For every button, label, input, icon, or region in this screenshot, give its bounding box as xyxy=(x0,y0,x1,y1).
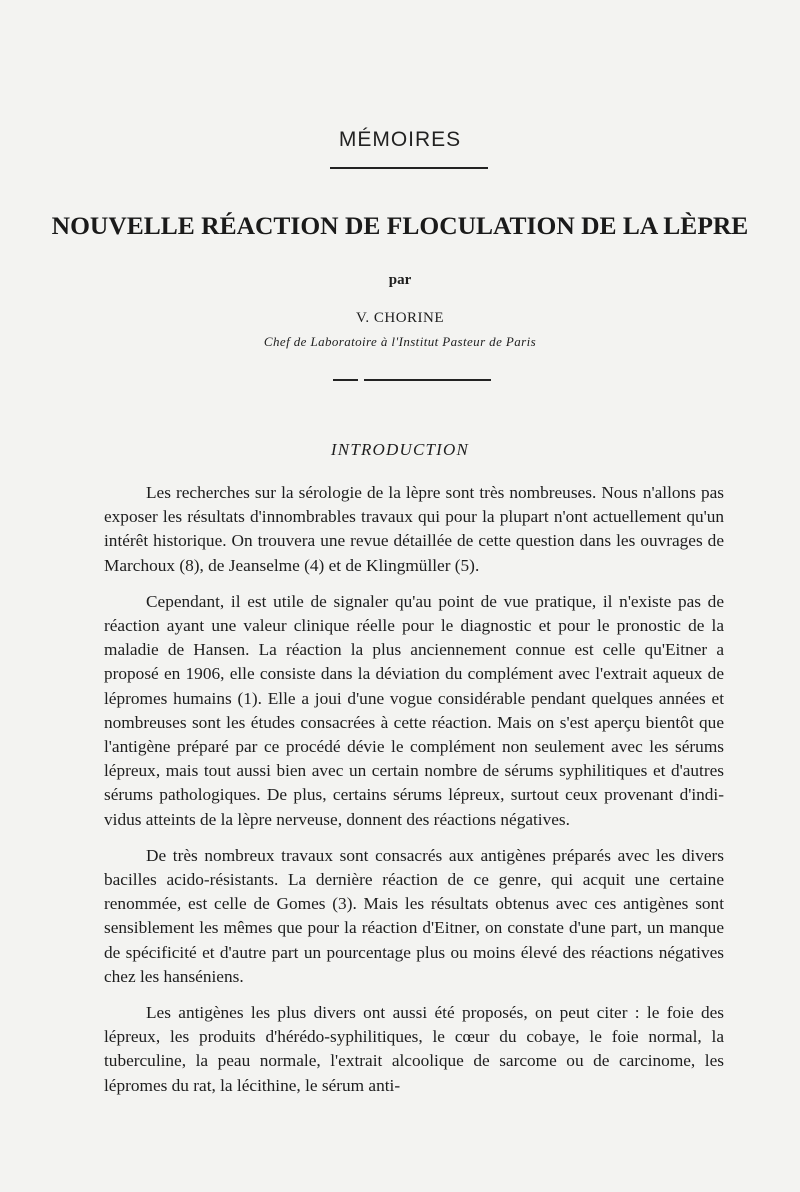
title-separator-long xyxy=(364,379,491,381)
author-affiliation: Chef de Laboratoire à l'Institut Pasteur de Paris xyxy=(263,334,537,349)
article-body xyxy=(104,481,724,1098)
paragraph: Les antigènes les plus divers ont aussi été proposés, on peut citer : le foie des lépreux, les produits d'hérédo-syphilitiques, le cœur du cobaye, le foie normal, la tuberculine, la peau normale, l'extrait alcoolique de sarcome ou de carcinome, les lépromes du rat, la lécithine, le sérum anti- xyxy=(104,1003,724,1095)
introduction-heading: INTRODUCTION xyxy=(330,440,470,459)
byline-label: par xyxy=(388,272,412,288)
article-title: NOUVELLE RÉACTION DE FLOCULATION DE LA LÈPRE xyxy=(51,211,749,240)
paragraph: Les recherches sur la sérologie de la lèpre sont très nombreuses. Nous n'allons pas exposer les résultats d'innombrables travaux qui pour la plupart n'ont actuellement qu'un intérêt historique. On trouvera une revue détaillée de cette question dans les ouvrages de Marchoux (8), de Jeanselme (4) et de Klingmüller (5). xyxy=(104,483,724,575)
author-name: V. CHORINE xyxy=(355,310,445,326)
title-separator-short xyxy=(333,379,358,381)
paragraph: De très nombreux travaux sont consacrés aux antigènes préparés avec les divers bacilles acido-résistants. La dernière réaction de ce genre, qui acquit une certaine renommée, est celle de Gomes (3). Mais les résultats obtenus avec ces antigènes sont sensiblement les mêmes que pour la réaction d'Eitner, on constate d'une part, un manque de spécificité et d'autre part un pourcentage plus ou moins élevé des réactions négatives chez les hanséniens. xyxy=(104,845,724,986)
paragraph: Cependant, il est utile de signaler qu'au point de vue pratique, il n'existe pas de réaction ayant une valeur clinique réelle pour le diagnostic et pour le pronostic de la maladie de Hansen. La réaction la plus anciennement connue est celle qu'Eitner a proposé en 1906, elle consiste dans la déviation du complément avec l'extrait aqueux de lépromes humains (1). Elle a joui d'une vogue considérable pendant quelques années et nombreuses sont les études consacrées à cette réaction. Mais on s'est aperçu bientôt que l'antigène préparé par ce procédé dévie le complément non seulement avec les sérums lépreux, mais tout aussi bien avec un certain nombre de sérums syphilitiques et d'autres sérums pathologiques. De plus, certains sérums lépreux, surtout ceux provenant d'individus atteints de la lèpre nerveuse, donnent des réactions négatives. xyxy=(104,591,724,829)
heading-underline xyxy=(330,167,488,169)
section-heading: MÉMOIRES xyxy=(338,128,462,151)
